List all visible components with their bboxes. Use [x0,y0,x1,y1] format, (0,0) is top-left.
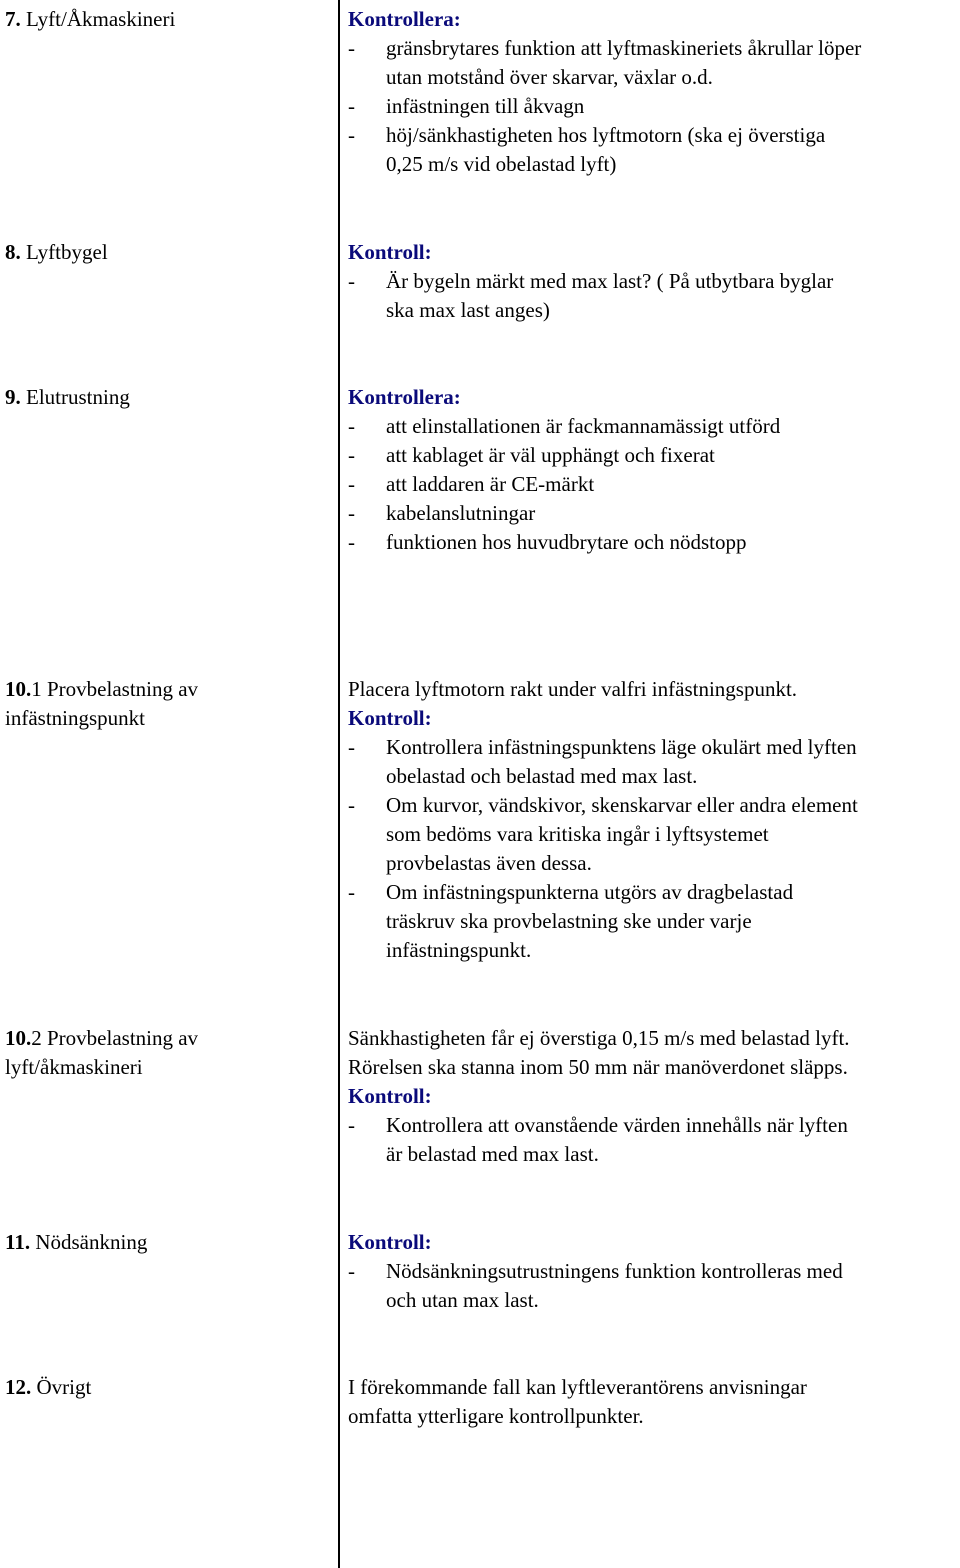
dash-bullet: - [348,414,355,438]
section-body [348,1024,960,1169]
section-body [348,5,960,179]
text-line: Kontrollera infästningspunktens läge okulärt med lyften [386,735,857,759]
dash-bullet: - [348,472,355,496]
section-heading: 9. Elutrustning [5,385,130,409]
text-line: 10.1 Provbelastning av [5,677,199,701]
dash-bullet: - [348,735,355,759]
text-line: höj/sänkhastigheten hos lyftmotorn (ska ej överstiga [386,123,826,147]
keyword-label: Kontrollera: [348,7,461,31]
intro-text: omfatta ytterligare kontrollpunkter. [348,1404,644,1428]
keyword-label: Kontroll: [348,706,432,730]
section-body [348,238,960,325]
dash-bullet: - [348,94,355,118]
text-line: Om kurvor, vändskivor, skenskarvar eller andra element [386,793,858,817]
text-line: utan motstånd över skarvar, växlar o.d. [386,65,713,89]
text-line: att laddaren är CE-märkt [386,472,595,496]
keyword-label: Kontroll: [348,240,432,264]
list-item [348,34,960,92]
text-line: är belastad med max last. [386,1142,599,1166]
text-line: Kontrollera att ovanstående värden innehålls när lyften [386,1113,848,1137]
list-item [348,441,960,470]
text-line: Är bygeln märkt med max last? ( På utbytbara byglar [386,269,834,293]
text-line: som bedöms vara kritiska ingår i lyftsystemet [386,822,769,846]
keyword-label: Kontroll: [348,1084,432,1108]
list-item [348,1111,960,1169]
dash-bullet: - [348,793,355,817]
text-line: att elinstallationen är fackmannamässigt utförd [386,414,781,438]
text-line: träskruv ska provbelastning ske under varje [386,909,752,933]
text-line: funktionen hos huvudbrytare och nödstopp [386,530,747,554]
dash-bullet: - [348,1113,355,1137]
dash-bullet: - [348,123,355,147]
section-heading [5,675,330,733]
intro-text: Rörelsen ska stanna inom 50 mm när manöverdonet släpps. [348,1055,848,1079]
section-heading: 7. Lyft/Åkmaskineri [5,7,176,31]
list-item [348,92,960,121]
text-line: gränsbrytares funktion att lyftmaskineriets åkrullar löper [386,36,862,60]
dash-bullet: - [348,501,355,525]
section-heading: 11. Nödsänkning [5,1230,148,1254]
dash-bullet: - [348,269,355,293]
dash-bullet: - [348,1259,355,1283]
text-line: infästningspunkt. [386,938,532,962]
intro-text: Placera lyftmotorn rakt under valfri infästningspunkt. [348,677,798,701]
section-body [348,675,960,965]
dash-bullet: - [348,36,355,60]
intro-text: I förekommande fall kan lyftleverantörens anvisningar [348,1375,807,1399]
text-line: kabelanslutningar [386,501,536,525]
section-body [348,1373,960,1431]
list-item [348,528,960,557]
text-line: infästningspunkt [5,706,145,730]
section-body [348,383,960,557]
list-item [348,791,960,878]
text-line: infästningen till åkvagn [386,94,585,118]
section-heading: 8. Lyftbygel [5,240,108,264]
list-item [348,1257,960,1315]
list-item [348,470,960,499]
text-line: att kablaget är väl upphängt och fixerat [386,443,715,467]
text-line: Nödsänkningsutrustningens funktion kontrolleras med [386,1259,843,1283]
intro-text: Sänkhastigheten får ej överstiga 0,15 m/s med belastad lyft. [348,1026,850,1050]
list-item [348,412,960,441]
section-heading [5,1024,330,1082]
text-line: 0,25 m/s vid obelastad lyft) [386,152,617,176]
text-line: obelastad och belastad med max last. [386,764,698,788]
section-heading: 12. Övrigt [5,1375,92,1399]
dash-bullet: - [348,880,355,904]
keyword-label: Kontrollera: [348,385,461,409]
dash-bullet: - [348,443,355,467]
text-line: 10.2 Provbelastning av [5,1026,199,1050]
text-line: provbelastas även dessa. [386,851,592,875]
list-item [348,733,960,791]
keyword-label: Kontroll: [348,1230,432,1254]
text-line: och utan max last. [386,1288,539,1312]
list-item [348,121,960,179]
section-body [348,1228,960,1315]
list-item [348,499,960,528]
column-divider [338,0,340,1568]
list-item [348,878,960,965]
text-line: Om infästningspunkterna utgörs av dragbelastad [386,880,794,904]
list-item [348,267,960,325]
dash-bullet: - [348,530,355,554]
text-line: lyft/åkmaskineri [5,1055,143,1079]
text-line: ska max last anges) [386,298,550,322]
